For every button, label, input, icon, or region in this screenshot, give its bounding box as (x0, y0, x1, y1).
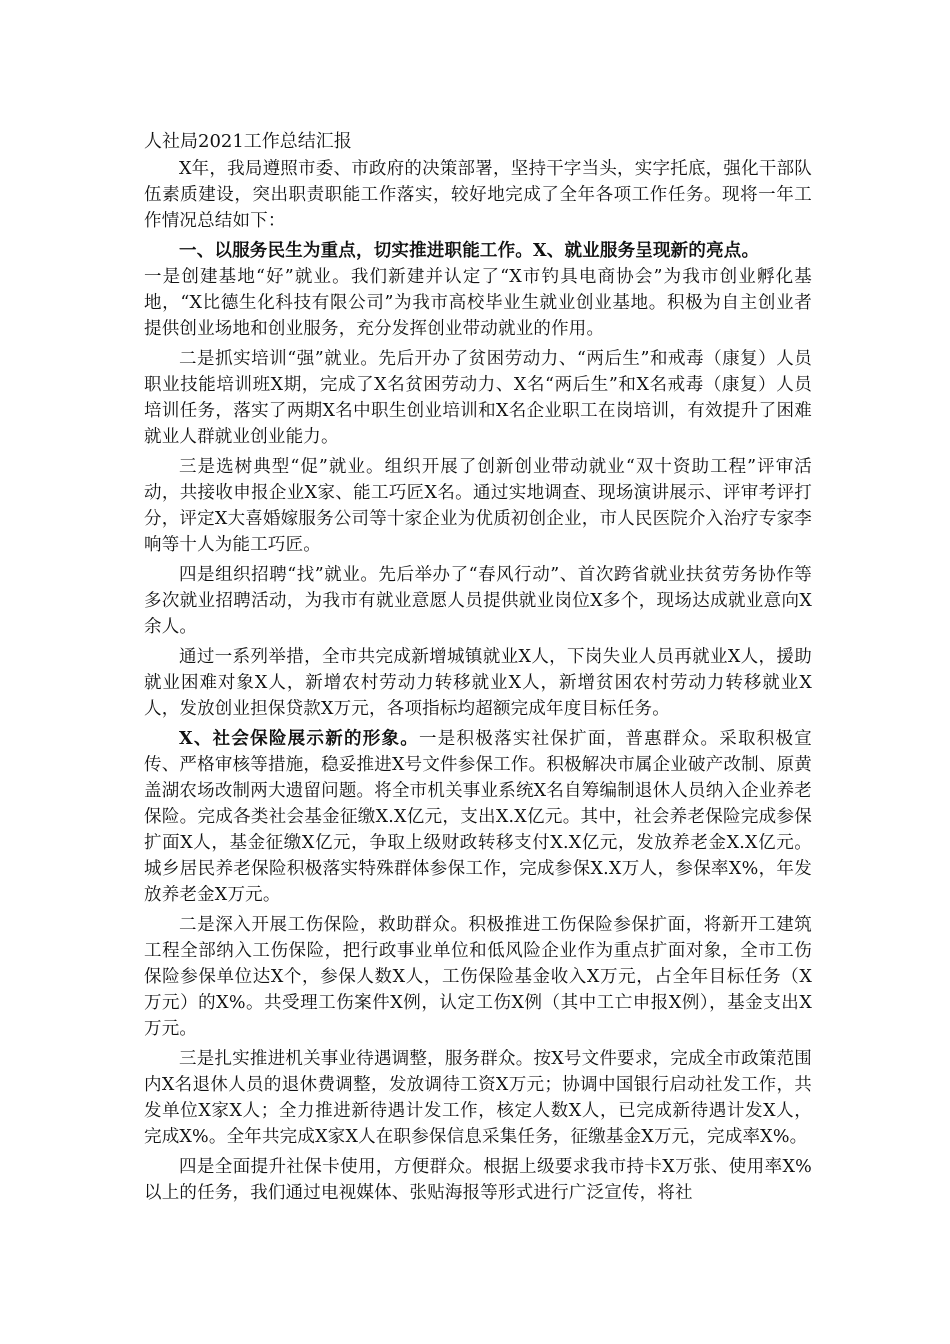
paragraph-text: 二是深入开展工伤保险，救助群众。积极推进工伤保险参保扩面，将新开工建筑工程全部纳入工伤保险，把行政事业单位和低风险企业作为重点扩面对象，全市工伤保险参保单位达X个，参保人数X人，工伤保险基金收入X万元，占全年目标任务（X万元）的X%。共受理工伤案件X例，认定工伤X例（其中工亡申报X例），基金支出X万元。 (144, 915, 812, 1039)
paragraph-intro (144, 156, 812, 234)
paragraph-text: X年，我局遵照市委、市政府的决策部署，坚持干字当头，实字托底，强化干部队伍素质建设，突出职责职能工作落实，较好地完成了全年各项工作任务。现将一年工作情况总结如下： (144, 159, 812, 231)
document-title: 人社局2021工作总结汇报 (144, 131, 352, 152)
paragraph-text: 三是选树典型“促”就业。组织开展了创新创业带动就业“双十资助工程”评审活动，共接收申报企业X家、能工巧匠X名。通过实地调查、现场演讲展示、评审考评打分，评定X大喜婚嫁服务公司等十家企业为优质初创企业，市人民医院介入治疗专家李响等十人为能工巧匠。 (144, 457, 812, 555)
paragraph-bold: 一、以服务民生为重点，切实推进职能工作。X、就业服务呈现新的亮点。 (179, 241, 760, 261)
paragraph-text: 通过一系列举措，全市共完成新增城镇就业X人，下岗失业人员再就业X人，援助就业困难对象X人，新增农村劳动力转移就业X人，新增贫困农村劳动力转移就业X人，发放创业担保贷款X万元，各项指标均超额完成年度目标任务。 (144, 647, 812, 719)
paragraph-recruitment (144, 562, 812, 640)
document-page (144, 128, 812, 1210)
paragraph-employment-results (144, 644, 812, 722)
paragraph-text: 二是抓实培训“强”就业。先后开办了贫困劳动力、“两后生”和戒毒（康复）人员职业技能培训班X期，完成了X名贫困劳动力、X名“两后生”和X名戒毒（康复）人员培训任务，落实了两期X名中职生创业培训和X名企业职工在岗培训，有效提升了困难就业人群就业创业能力。 (144, 349, 812, 447)
paragraph-models (144, 454, 812, 558)
paragraph-text: 三是扎实推进机关事业待遇调整，服务群众。按X号文件要求，完成全市政策范围内X名退休人员的退休费调整，发放调待工资X万元；协调中国银行启动社发工作，共发单位X家X人；全力推进新待遇计发工作，核定人数X人，已完成新待遇计发X人，完成X%。全年共完成X家X人在职参保信息采集任务，征缴基金X万元，完成率X%。 (144, 1049, 812, 1147)
paragraph-treatment-adjustment (144, 1046, 812, 1150)
paragraph-bold: X、社会保险展示新的形象。 (179, 729, 420, 749)
paragraph-text: 四是全面提升社保卡使用，方便群众。根据上级要求我市持卡X万张、使用率X%以上的任务，我们通过电视媒体、张贴海报等形式进行广泛宣传，将社 (144, 1157, 812, 1203)
paragraph-social-insurance (144, 726, 812, 908)
paragraph-training (144, 346, 812, 450)
section-heading-1 (144, 238, 812, 264)
paragraph-text: 四是组织招聘“找”就业。先后举办了“春风行动”、首次跨省就业扶贫劳务协作等多次就业招聘活动，为我市有就业意愿人员提供就业岗位X多个，现场达成就业意向X余人。 (144, 565, 812, 637)
paragraph-work-injury (144, 912, 812, 1042)
paragraph-text: 一是创建基地“好”就业。我们新建并认定了“X市钓具电商协会”为我市创业孵化基地，“X比德生化科技有限公司”为我市高校毕业生就业创业基地。积极为自主创业者提供创业场地和创业服务，充分发挥创业带动就业的作用。 (144, 267, 812, 339)
paragraph-text: 一是积极落实社保扩面，普惠群众。采取积极宣传、严格审核等措施，稳妥推进X号文件参保工作。积极解决市属企业破产改制、原黄盖湖农场改制两大遗留问题。将全市机关事业系统X名自筹编制退休人员纳入企业养老保险。完成各类社会基金征缴X.X亿元，支出X.X亿元。其中，社会养老保险完成参保扩面X人，基金征缴X亿元，争取上级财政转移支付X.X亿元，发放养老金X.X亿元。城乡居民养老保险积极落实特殊群体参保工作，完成参保X.X万人，参保率X%，年发放养老金X万元。 (144, 729, 812, 905)
paragraph-base-employment (144, 264, 812, 342)
paragraph-social-card (144, 1154, 812, 1206)
